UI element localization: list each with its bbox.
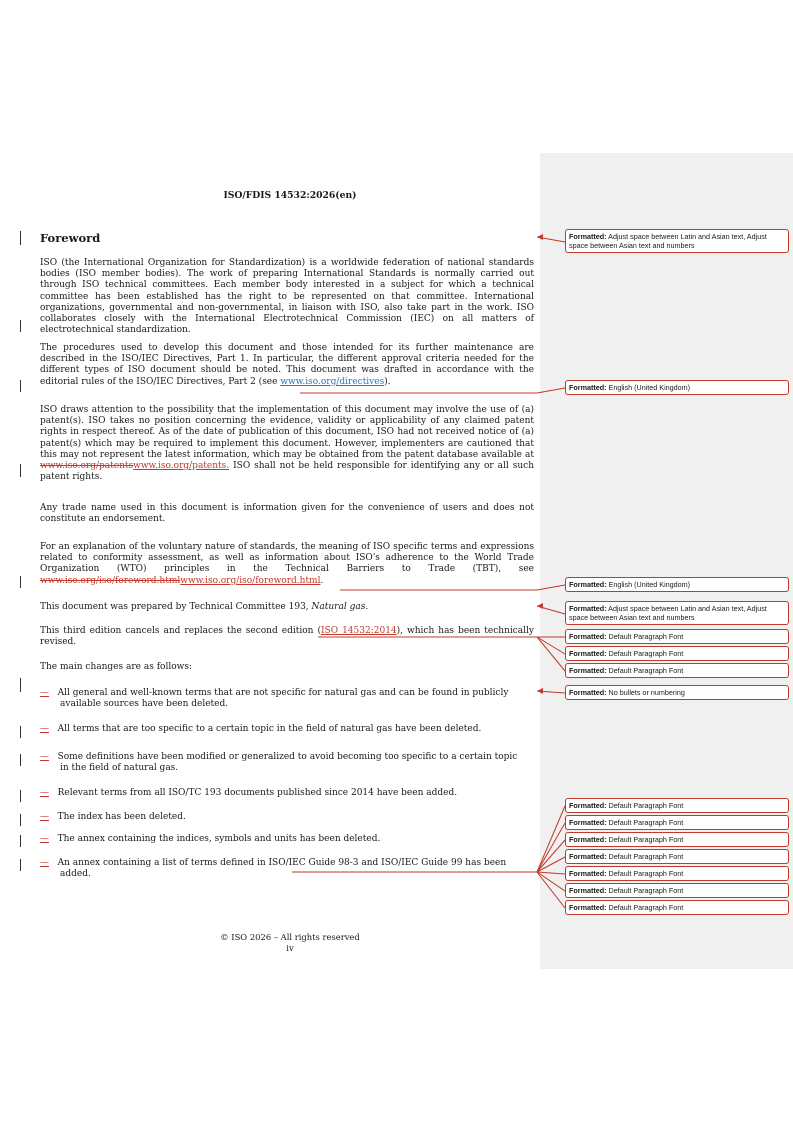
change-bar — [20, 814, 21, 826]
change-bar — [20, 678, 21, 692]
list-item — [40, 788, 534, 799]
foreword-heading: Foreword — [40, 231, 101, 245]
change-bar — [20, 320, 21, 332]
balloon-label: Formatted: — [569, 666, 607, 675]
list-item — [40, 724, 534, 735]
balloon-label: Formatted: — [569, 580, 607, 589]
formatting-balloon[interactable] — [565, 849, 789, 864]
list-item-text: All terms that are too specific to a certain topic in the field of natural gas have been deleted. — [57, 724, 482, 734]
balloon-text: Default Paragraph Font — [608, 632, 684, 641]
foreword-paragraph-2 — [40, 343, 534, 388]
formatting-balloon[interactable] — [565, 832, 789, 847]
balloon-label: Formatted: — [569, 632, 607, 641]
paragraph-text: . — [320, 575, 324, 586]
foreword-paragraph-5 — [40, 542, 534, 587]
balloon-text: No bullets or numbering — [608, 688, 685, 697]
change-bar — [20, 790, 21, 802]
list-item-continuation: in the field of natural gas. — [60, 763, 179, 774]
formatting-balloon[interactable] — [565, 646, 789, 661]
formatting-balloon[interactable] — [565, 577, 789, 592]
foreword-paragraph-1: ISO (the International Organization for Standardization) is a worldwide federation of national standards bodies (ISO member bodies). The work of preparing International Standards is normally carried out through ISO technical committees. Each member body interested in a subject for which a technical committee has been established has the right to be represented on that committee. International organizations, governmental and non-governmental, in liaison with ISO, also take part in the work. ISO collaborates closely with the International Electrotechnical Commission (IEC) on all matters of electrotechnical standardization. — [40, 258, 534, 336]
list-item-text: All general and well-known terms that are not specific for natural gas and can be found in publicly — [57, 688, 509, 698]
paragraph-text: ISO shall not be held responsible for identifying any or all such patent rights. — [40, 461, 534, 483]
list-item-text: The annex containing the indices, symbols and units has been deleted. — [57, 834, 381, 844]
change-bar — [20, 576, 21, 588]
balloon-label: Formatted: — [569, 818, 607, 827]
formatting-balloon[interactable] — [565, 601, 789, 625]
formatting-balloon[interactable] — [565, 815, 789, 830]
list-item — [40, 752, 534, 774]
list-item — [40, 834, 534, 845]
balloon-text: Default Paragraph Font — [608, 903, 684, 912]
paragraph-text: This document was prepared by Technical Committee 193, — [40, 602, 309, 612]
paragraph-text: For an explanation of the voluntary nature of standards, the meaning of ISO specific terms and expressions related to conformity assessment, as well as information about ISO's adherence to the World Trade Organization (WTO) principles in the Technical Barriers to Trade (TBT), see — [40, 542, 534, 575]
paragraph-text: The procedures used to develop this document and those intended for its further maintenance are described in the ISO/IEC Directives, Part 1. In particular, the different approval criteria needed for the different types of ISO document should be noted. This document was drafted in accordance with the editorial rules of the ISO/IEC Directives, Part 2 (see — [40, 343, 534, 387]
list-item-text: Some definitions have been modified or generalized to avoid becoming too specific to a certain topic — [57, 752, 518, 762]
change-bar — [20, 754, 21, 766]
list-item-text: An annex containing a list of terms defined in ISO/IEC Guide 98-3 and ISO/IEC Guide 99 has been — [57, 858, 507, 868]
balloon-text: Default Paragraph Font — [608, 852, 684, 861]
list-dash: — — [40, 724, 49, 734]
committee-name: Natural gas — [311, 602, 366, 612]
balloon-text: Default Paragraph Font — [608, 869, 684, 878]
foreword-paragraph-4: Any trade name used in this document is information given for the convenience of users and does not constitute an endorsement. — [40, 503, 534, 525]
balloon-text: Default Paragraph Font — [608, 886, 684, 895]
balloon-text: English (United Kingdom) — [608, 580, 691, 589]
balloon-text: Default Paragraph Font — [608, 801, 684, 810]
balloon-label: Formatted: — [569, 383, 607, 392]
document-header: ISO/FDIS 14532:2026(en) — [223, 190, 357, 201]
formatting-balloon[interactable] — [565, 629, 789, 644]
balloon-label: Formatted: — [569, 835, 607, 844]
change-bar — [20, 835, 21, 847]
formatting-balloon[interactable] — [565, 798, 789, 813]
formatting-balloon[interactable] — [565, 663, 789, 678]
foreword-paragraph-7 — [40, 626, 534, 648]
balloon-text: Default Paragraph Font — [608, 835, 684, 844]
balloon-text: Default Paragraph Font — [608, 666, 684, 675]
balloon-label: Formatted: — [569, 649, 607, 658]
inserted-patents-link[interactable]: www.iso.org/patents. — [133, 461, 230, 472]
list-dash: — — [40, 858, 49, 868]
balloon-label: Formatted: — [569, 604, 607, 613]
formatting-balloon[interactable] — [565, 883, 789, 898]
list-dash: — — [40, 752, 49, 762]
page-number: iv — [286, 943, 294, 953]
list-dash: — — [40, 688, 49, 698]
balloon-label: Formatted: — [569, 801, 607, 810]
balloon-label: Formatted: — [569, 232, 607, 241]
change-bar — [20, 231, 21, 245]
iso-reference: ISO 14532:2014 — [320, 626, 397, 636]
list-dash: — — [40, 834, 49, 844]
formatting-balloon[interactable] — [565, 380, 789, 395]
deleted-foreword-link[interactable]: www.iso.org/iso/foreword.html — [40, 575, 181, 586]
balloon-text: Default Paragraph Font — [608, 818, 684, 827]
formatting-balloon[interactable] — [565, 900, 789, 915]
balloon-text: English (United Kingdom) — [608, 383, 691, 392]
paragraph-text: ISO draws attention to the possibility that the implementation of this document may involve the use of (a) patent(s). ISO takes no position concerning the evidence, validity or applicability of any claimed patent rights in respect thereof. As of the date of publication of this document, ISO had not received notice of (a) patent(s) which may be required to implement this document. However, implementers are cautioned that this may not represent the latest information, which may be obtained from the patent database available at — [40, 405, 534, 460]
list-item — [40, 812, 534, 823]
paragraph-text: This third edition cancels and replaces the second edition ( — [40, 626, 321, 636]
foreword-paragraph-8: The main changes are as follows: — [40, 662, 192, 672]
page-footer — [40, 932, 540, 954]
balloon-label: Formatted: — [569, 869, 607, 878]
inserted-foreword-link[interactable]: www.iso.org/iso/foreword.html — [180, 575, 321, 586]
formatting-balloon[interactable] — [565, 866, 789, 881]
list-item-continuation: available sources have been deleted. — [60, 699, 229, 710]
directives-link[interactable]: www.iso.org/directives — [280, 376, 385, 387]
deleted-patents-link[interactable]: www.iso.org/patents — [40, 461, 134, 472]
list-item-text: The index has been deleted. — [57, 812, 186, 822]
list-dash: — — [40, 788, 49, 798]
paragraph-text: ), which has been technically revised. — [40, 626, 534, 648]
change-bar — [20, 380, 21, 392]
foreword-paragraph-6 — [40, 602, 534, 613]
balloon-text: Adjust space between Latin and Asian text, Adjust space between Asian text and numbers — [569, 604, 767, 622]
paragraph-text: . — [365, 602, 369, 612]
list-item-text: Relevant terms from all ISO/TC 193 documents published since 2014 have been added. — [57, 788, 458, 798]
change-bar — [20, 859, 21, 871]
list-item-continuation: added. — [60, 869, 91, 880]
balloon-text: Default Paragraph Font — [608, 649, 684, 658]
formatting-balloon[interactable] — [565, 229, 789, 253]
foreword-paragraph-3 — [40, 405, 534, 483]
list-item — [40, 688, 534, 710]
balloon-label: Formatted: — [569, 903, 607, 912]
balloon-label: Formatted: — [569, 688, 607, 697]
copyright-text: © ISO 2026 – All rights reserved — [220, 932, 360, 942]
change-bar — [20, 464, 21, 477]
change-bar — [20, 726, 21, 738]
list-dash: — — [40, 812, 49, 822]
balloon-text: Adjust space between Latin and Asian text, Adjust space between Asian text and numbers — [569, 232, 767, 250]
balloon-label: Formatted: — [569, 852, 607, 861]
formatting-balloon[interactable] — [565, 685, 789, 700]
list-item — [40, 858, 534, 880]
paragraph-text: ). — [384, 376, 391, 387]
balloon-label: Formatted: — [569, 886, 607, 895]
